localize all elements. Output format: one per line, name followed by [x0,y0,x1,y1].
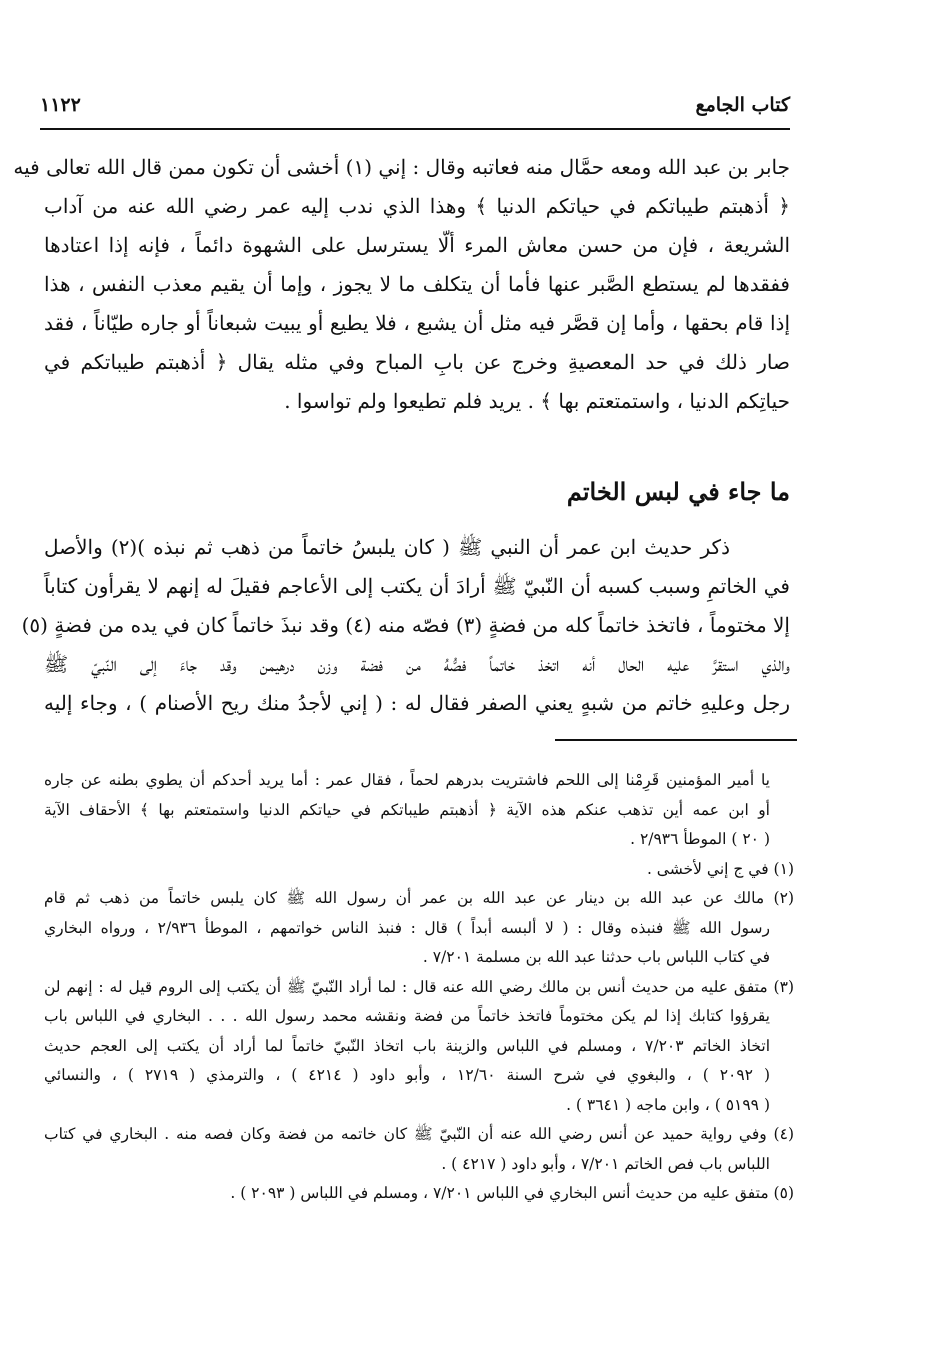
footnote-5 [44,1179,794,1209]
text-line: والذي استقرَّ عليه الحال أنه اتخذ خاتماً فصُّهُ من فضة وزن درهيمن وقد جاءَ إلى النّبيّ ﷺ [44,652,790,676]
footnote-line: (٣) متفق عليه من حديث أنس بن مالك رضي الله عنه قال : لما أراد النّبيّ ﷺ أن يكتب إلى الروم قيل له : إنهم لن [44,977,794,996]
page-number: ١١٢٢ [40,94,81,116]
footnote-line: اللباس باب فص الخاتم ٧/٢٠١ ، وأبو داود ( ٤٢١٧ ) . [441,1154,770,1173]
footnote-3 [44,973,794,1121]
header-rule [40,128,790,130]
text-line: إلا مختوماً ، فاتخذ خاتماً كله من فضةٍ (٣) فصّه منه (٤) وقد نبذَ خاتماً كان في يده من فضةٍ (٥) [21,613,790,637]
text-line: صار ذلك في حد المعصيةِ وخرج عن بابِ المباح وفي مثله يقال ﴿ أذهبتم طيباتكم في [44,350,790,374]
footnote-line: (٤) وفي رواية حميد عن أنس رضي الله عنه أن النّبيّ ﷺ كان خاتمه من فضة وكان فصه منه . البخاري في كتاب [44,1125,794,1143]
footnote-continuation [44,766,794,855]
text-line: جابر بن عبد الله ومعه حمَّال منه فعاتبه وقال : إني (١) أخشى أن تكون ممن قال الله تعالى فيه [13,155,790,179]
footnote-line: رسول الله ﷺ فنبذه وقال : ( لا ألبسه أبداً ) قال : فنبذ الناس خواتمهم ، الموطأ ٢/٩٣٦ ، ورواه البخاري [44,918,771,937]
footnote-1 [44,855,794,885]
footnote-line: اتخاذ الخاتم ٧/٢٠٣ ، ومسلم في اللباس والزينة باب اتخاذ النّبيّ خاتماً لما أراد أن يكتب إلى العجم حديث [44,1036,771,1055]
text-line: إذا قام بحقها ، وأما إن قصَّر فيه مثل أن يشبع ، فلا يطيع أو يبيت شبعاناً أو جاره طيّاناً ، فقد [44,311,790,335]
footnote-line: أو ابن عمه أين تذهب عنكم هذه الآية ﴿ أذهبتم طيباتكم في حياتكم الدنيا واستمتعتم بها ﴾ الأحقاف الآية [44,800,770,819]
footnote-separator [555,739,797,741]
footnote-line: في كتاب اللباس باب حدثنا عبد الله بن مسلمة ٧/٢٠١ . [422,948,770,966]
text-line: ففقدها لم يستطع الصَّبر عنها فأما أن يتكلف ما لا يجوز ، وإما أن يقيم معذب النفس ، هذا [44,272,790,296]
book-title: كتاب الجامع [695,94,790,116]
footnote-line: ( ٢٠٩٢ ) ، والبغوي في شرح السنة ١٢/٦٠ ، وأبو داود ( ٤٢١٤ ) ، والترمذي ( ٢٧١٩ ) ، والنسائي [44,1066,770,1084]
footnote-line: ( ٢٠ ) الموطأ ٢/٩٣٦ . [630,830,770,848]
footnote-2 [44,884,794,973]
footnote-line: يا أمير المؤمنين قَرِمْنا إلى اللحم فاشتريت بدرهم لحماً ، فقال عمر : أما يريد أحدكم أن يطوي بطنه عن جاره [44,771,770,789]
paragraph-2 [21,528,790,723]
text-line: الشريعة ، فإن من حسن معاش المرء ألّا يسترسل على الشهوة دائماً ، فإنه إذا اعتادها [44,233,790,257]
section-title: ما جاء في لبس الخاتم [566,477,790,506]
page-header [40,92,790,126]
footnote-line: (٥) متفق عليه من حديث أنس البخاري في اللباس ٧/٢٠١ ، ومسلم في اللباس ( ٢٠٩٣ ) . [230,1184,794,1202]
footnote-line: يقرؤوا كتابك إذا لم يكن مختوماً فاتخذ خاتماً من فضة ونقشه محمد رسول الله . . . البخاري في اللباس باب [44,1007,770,1025]
footnote-4 [44,1120,794,1179]
footnote-line: ( ٥١٩٩ ) ، وابن ماجه ( ٣٦٤١ ) . [566,1095,770,1114]
text-line: ﴿ أذهبتم طيباتكم في حياتكم الدنيا ﴾ وهذا الذي ندب إليه عمر رضي الله عنه من آداب [44,194,790,218]
text-line: رجل وعليهِ خاتم من شبهٍ يعني الصفر فقال له : ( إني لأجدُ منك ريح الأصنام ) ، وجاء إليه [44,691,790,715]
paragraph-1 [13,148,790,421]
footnote-line: (٢) مالك عن عبد الله بن دينار عن عبد الله بن عمر أن رسول الله ﷺ كان يلبس خاتماً من ذهب ثم قام [44,889,794,907]
text-line: في الخاتمِ وسبب كسبه أن النّبيّ ﷺ أرادَ أن يكتب إلى الأعاجم فقيلَ له إنهم لا يقرأون كتاباً [44,574,790,598]
footnote-line: (١) في ج إني لأخشى . [646,859,794,878]
footnotes [44,766,794,1209]
text-line: ذكر حديث ابن عمر أن النبي ﷺ ( كان يلبسُ خاتماً من ذهب ثم نبذه )(٢) والأصل [44,535,730,559]
text-line: حياتِكم الدنيا ، واستمتعتم بها ﴾ . يريد فلم تطيعوا ولم تواسوا . [284,389,790,413]
